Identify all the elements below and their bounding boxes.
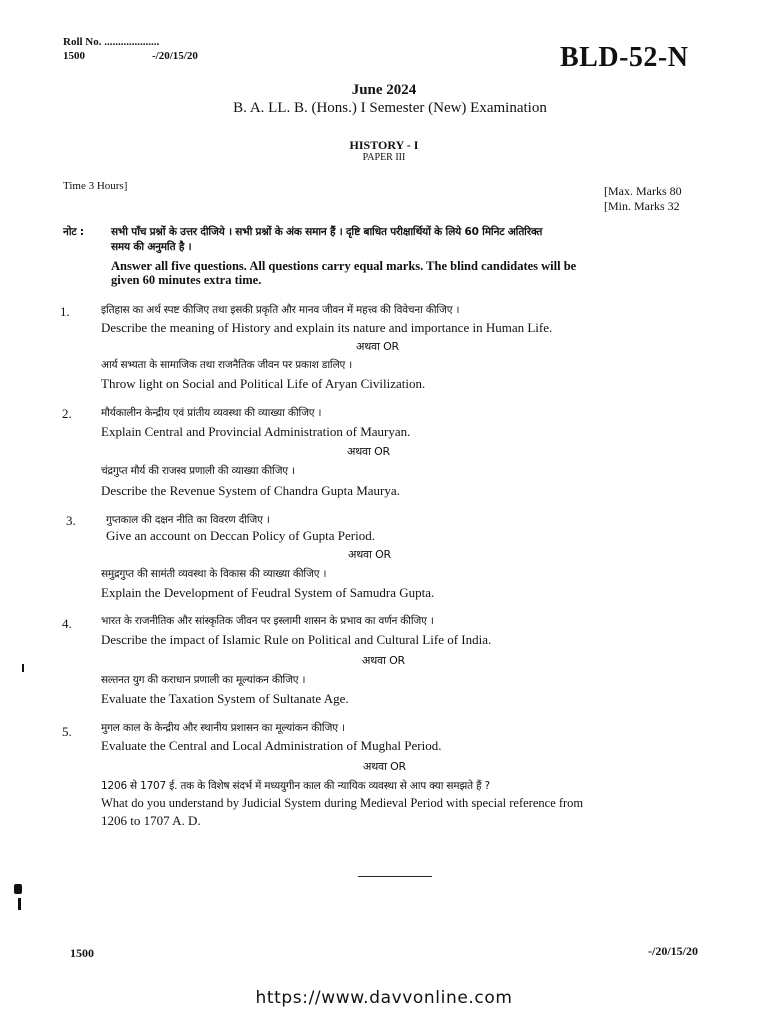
question-5b-hindi: 1206 से 1707 ई. तक के विशेष संदर्भ में मध्ययुगीन काल की न्यायिक व्यवस्था से आप क्या समझते हैं ? — [101, 780, 490, 792]
question-5-number: 5. — [62, 724, 72, 739]
question-5b-english-1: What do you understand by Judicial System during Medieval Period with special reference from — [101, 796, 584, 810]
note-english-2: given 60 minutes extra time. — [111, 273, 262, 287]
max-marks: [Max. Marks 80 — [604, 184, 682, 198]
exam-title: B. A. LL. B. (Hons.) I Semester (New) Examination — [233, 100, 547, 116]
paper-number: PAPER III — [362, 152, 406, 163]
min-marks: [Min. Marks 32 — [604, 199, 680, 213]
question-3-number: 3. — [66, 513, 76, 528]
roll-no: Roll No. .................... — [63, 36, 160, 48]
question-3a-english: Give an account on Deccan Policy of Gupta Period. — [106, 528, 375, 543]
or-2: अथवा OR — [347, 445, 390, 458]
question-2-number: 2. — [62, 406, 72, 421]
question-3b-english: Explain the Development of Feudral System of Samudra Gupta. — [101, 585, 435, 600]
footer-count: 1500 — [70, 946, 94, 960]
question-2a-hindi: मौर्यकालीन केन्द्रीय एवं प्रांतीय व्यवस्था की व्याख्या कीजिए । — [101, 407, 322, 419]
count-left: 1500 — [63, 50, 85, 62]
note-label: नोट : — [63, 226, 84, 238]
question-3b-hindi: समुद्रगुप्त की सामंती व्यवस्था के विकास की व्याख्या कीजिए । — [101, 568, 327, 580]
exam-session: June 2024 — [351, 82, 417, 98]
question-5b-english-2: 1206 to 1707 A. D. — [101, 813, 201, 828]
question-4a-english: Describe the impact of Islamic Rule on Political and Cultural Life of India. — [101, 632, 492, 647]
question-1b-english: Throw light on Social and Political Life of Aryan Civilization. — [101, 376, 426, 391]
question-4a-hindi: भारत के राजनीतिक और सांस्कृतिक जीवन पर इस्लामी शासन के प्रभाव का वर्णन कीजिए । — [101, 615, 434, 627]
question-3a-hindi: गुप्तकाल की दक्षन नीति का विवरण दीजिए । — [106, 514, 270, 526]
question-5a-hindi: मुगल काल के केन्द्रीय और स्थानीय प्रशासन का मूल्यांकन कीजिए । — [101, 722, 345, 734]
or-4: अथवा OR — [362, 654, 405, 667]
end-divider — [358, 876, 432, 877]
paper-code: BLD-52-N — [560, 42, 689, 73]
question-4-number: 4. — [62, 616, 72, 631]
question-2b-english: Describe the Revenue System of Chandra Gupta Maurya. — [101, 483, 400, 498]
question-1a-english: Describe the meaning of History and explain its nature and importance in Human Life. — [101, 320, 553, 335]
or-3: अथवा OR — [348, 548, 391, 561]
footer-code: -/20/15/20 — [648, 944, 698, 958]
note-hindi-1: सभी पाँच प्रश्नों के उत्तर दीजिये । सभी प्रश्नों के अंक समान हैं । दृष्टि बाधित परीक्षार्थियों के लिये 60 मिनिट अतिरिक्त — [111, 226, 543, 238]
code-left: -/20/15/20 — [152, 50, 198, 62]
scan-speck — [14, 884, 22, 894]
website-link[interactable]: https://www.davvonline.com — [255, 988, 513, 1008]
question-1a-hindi: इतिहास का अर्थ स्पष्ट कीजिए तथा इसकी प्रकृति और मानव जीवन में महत्त्व की विवेचना कीजिए । — [101, 304, 460, 316]
scan-speck — [22, 664, 24, 672]
question-4b-english: Evaluate the Taxation System of Sultanate Age. — [101, 691, 349, 706]
note-english-1: Answer all five questions. All questions carry equal marks. The blind candidates will be — [111, 259, 577, 273]
time-allowed: Time 3 Hours] — [63, 180, 128, 192]
scan-speck — [18, 898, 21, 910]
question-1b-hindi: आर्य सभ्यता के सामाजिक तथा राजनैतिक जीवन पर प्रकाश डालिए । — [101, 359, 353, 371]
question-4b-hindi: सल्तनत युग की कराधान प्रणाली का मूल्यांकन कीजिए । — [101, 674, 306, 686]
note-hindi-2: समय की अनुमति है । — [111, 241, 192, 253]
or-1: अथवा OR — [356, 340, 399, 353]
question-2b-hindi: चंद्रगुप्त मौर्य की राजस्व प्रणाली की व्याख्या कीजिए । — [101, 465, 295, 477]
subject: HISTORY - I — [349, 138, 419, 152]
question-2a-english: Explain Central and Provincial Administration of Mauryan. — [101, 424, 411, 439]
question-1-number: 1. — [60, 304, 70, 319]
question-5a-english: Evaluate the Central and Local Administration of Mughal Period. — [101, 738, 442, 753]
or-5: अथवा OR — [363, 760, 406, 773]
